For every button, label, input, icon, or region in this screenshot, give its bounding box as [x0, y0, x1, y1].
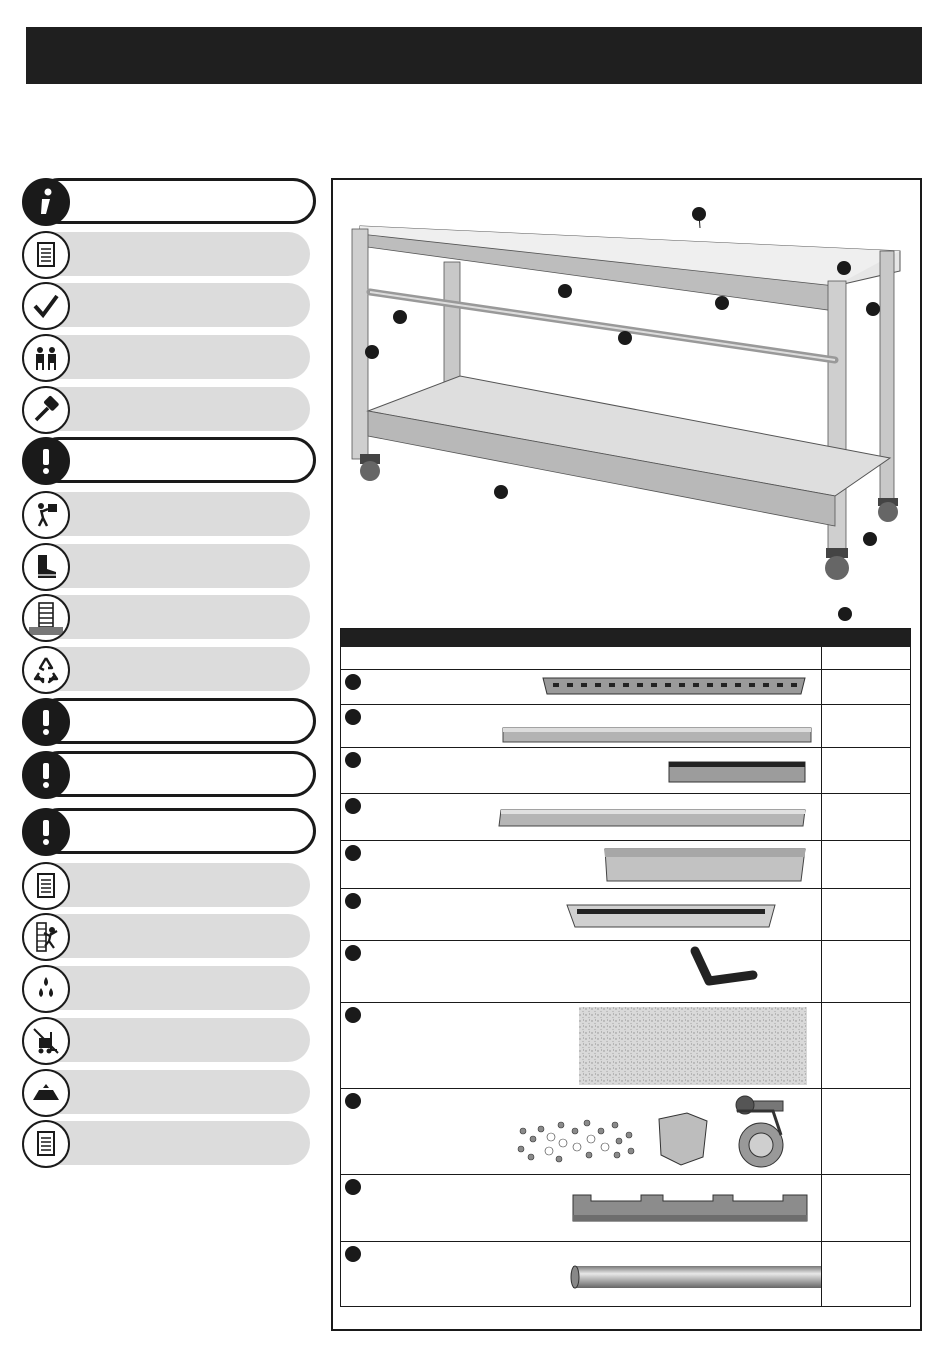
part-row-hardware	[341, 1088, 910, 1175]
sidebar-item-lifting	[22, 491, 312, 539]
sidebar-item-no-forklift	[22, 1017, 312, 1065]
part-row-long-shelf-support	[341, 793, 910, 841]
warning-icon	[22, 698, 70, 746]
part-row-particle-board	[341, 1002, 910, 1089]
sidebar-item-level	[22, 594, 312, 642]
long-shelf-support-image	[497, 806, 809, 830]
callout-dot	[345, 798, 361, 814]
caster-left	[360, 454, 380, 481]
workbench-illustration	[340, 196, 915, 626]
callout-dot	[345, 752, 361, 768]
upright-left-front	[352, 229, 368, 459]
part-row-rail-tray	[341, 888, 910, 941]
sidebar-item-info	[22, 178, 312, 226]
caster	[736, 1096, 783, 1167]
part-row-steel-tube	[341, 1241, 910, 1308]
long-beam-image	[501, 725, 813, 745]
sidebar-item-document-3	[22, 1120, 312, 1168]
sidebar-item-checkmark	[22, 282, 312, 330]
checkmark-icon	[22, 282, 70, 330]
warning-icon	[22, 808, 70, 856]
caster-right-back	[878, 498, 898, 522]
sidebar-item-load	[22, 1069, 312, 1117]
part-row-short-beam	[341, 747, 910, 794]
document-icon	[22, 1120, 70, 1168]
document-icon	[22, 862, 70, 910]
callout-dot	[345, 1007, 361, 1023]
parts-table	[340, 628, 911, 1307]
sidebar-item-warning-2	[22, 698, 312, 746]
two-people-icon	[22, 334, 70, 382]
sidebar-item-water	[22, 965, 312, 1013]
recycle-icon	[22, 646, 70, 694]
sidebar-item-warning-4	[22, 808, 312, 856]
notched-holder-image	[571, 1191, 811, 1225]
safety-boot-icon	[22, 543, 70, 591]
allen-key-image	[687, 945, 767, 1001]
header-bar	[26, 27, 922, 84]
sidebar-pill	[36, 178, 316, 224]
person-lifting-icon	[22, 491, 70, 539]
sidebar-item-two-people	[22, 334, 312, 382]
particle-board-image	[579, 1007, 809, 1085]
part-row-allen-key	[341, 940, 910, 1003]
rail-tray-image	[565, 899, 777, 931]
callout-dot	[345, 674, 361, 690]
upright-post-image	[539, 674, 809, 698]
sidebar-item-recycle	[22, 646, 312, 694]
climbing-person-icon	[22, 913, 70, 961]
caster-right-front	[825, 548, 849, 580]
part-row-upright-post	[341, 669, 910, 705]
short-shelf-support-image	[603, 845, 807, 885]
callout-dot	[345, 709, 361, 725]
corner-bracket	[659, 1113, 707, 1165]
warning-icon	[22, 751, 70, 799]
level-shelf-icon	[22, 594, 70, 642]
sidebar-item-boot	[22, 543, 312, 591]
sidebar-item-mallet	[22, 386, 312, 434]
sidebar-item-warning-3	[22, 751, 312, 799]
parts-table-header	[341, 629, 910, 647]
steel-tube-image	[569, 1264, 821, 1290]
part-row-long-beam	[341, 704, 910, 748]
info-icon	[22, 178, 70, 226]
short-beam-image	[667, 760, 807, 784]
callout-dot	[345, 945, 361, 961]
mallet-icon	[22, 386, 70, 434]
water-drops-icon	[22, 965, 70, 1013]
sidebar-item-document	[22, 231, 312, 279]
sidebar-item-climbing	[22, 913, 312, 961]
callout-dot	[345, 893, 361, 909]
part-row-short-shelf-support	[341, 840, 910, 889]
sidebar-item-document-2	[22, 862, 312, 910]
sidebar-item-warning	[22, 437, 312, 485]
warning-icon	[22, 437, 70, 485]
document-icon	[22, 231, 70, 279]
load-icon	[22, 1069, 70, 1117]
part-row-notched-holder	[341, 1174, 910, 1242]
callout-dot	[345, 1179, 361, 1195]
callout-dot	[345, 1246, 361, 1262]
no-forklift-icon	[22, 1017, 70, 1065]
hardware-image	[501, 1095, 807, 1175]
callout-dot	[345, 1093, 361, 1109]
callout-dot	[345, 845, 361, 861]
